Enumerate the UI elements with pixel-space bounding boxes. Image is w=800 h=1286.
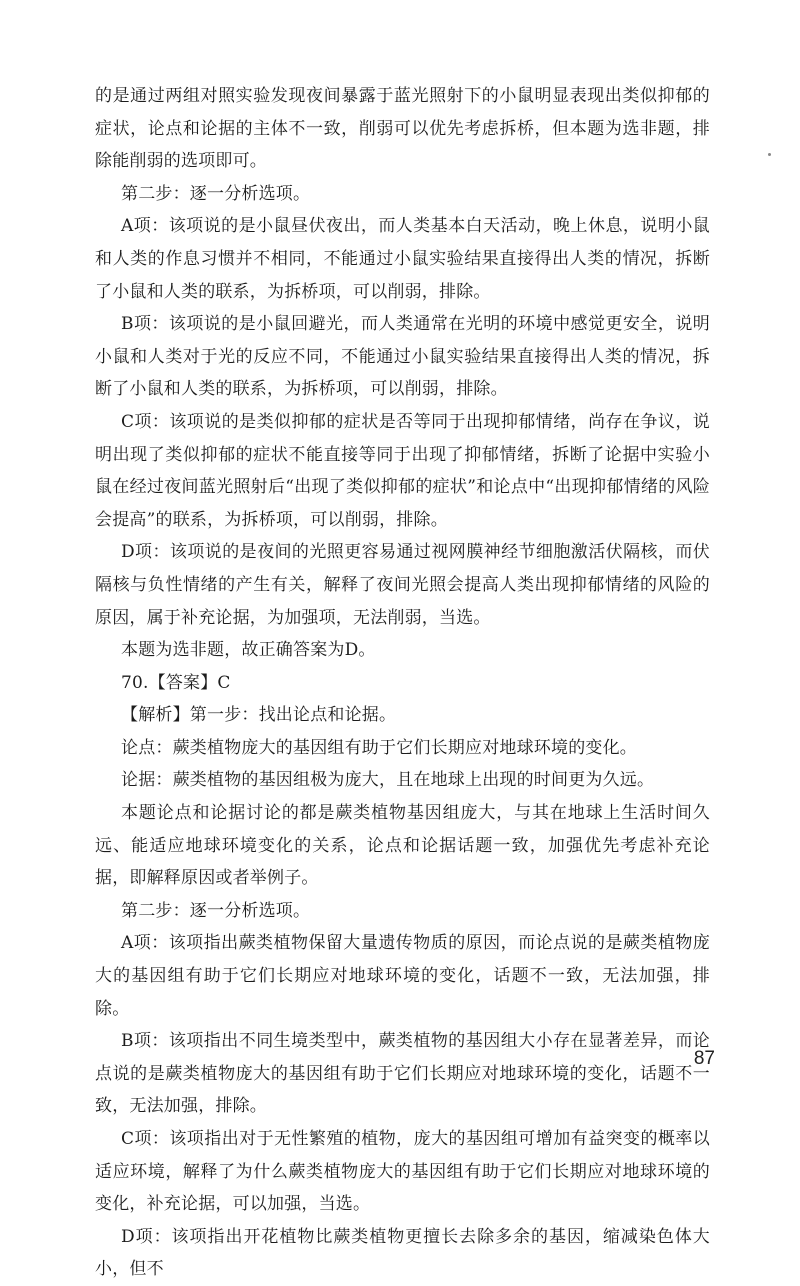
paragraph-q70-argument: 论点：蕨类植物庞大的基因组有助于它们长期应对地球环境的变化。 <box>121 737 637 758</box>
paragraph-intro-continued: 的是通过两组对照实验发现夜间暴露于蓝光照射下的小鼠明显表现出类似抑郁的症状，论点和论据的主体不一致，削弱可以优先考虑拆桥，但本题为选非题，排除能削弱的选项即可。 <box>95 86 710 172</box>
paragraph-q70-option-a: A项：该项指出蕨类植物保留大量遗传物质的原因，而论点说的是蕨类植物庞大的基因组有助于它们长期应对地球环境的变化，话题不一致，无法加强，排除。 <box>95 933 710 1019</box>
paragraph-q69-conclusion: 本题为选非题，故正确答案为D。 <box>121 640 376 661</box>
paragraph-q69-option-c: C项：该项说的是类似抑郁的症状是否等同于出现抑郁情绪，尚存在争议，说明出现了类似抑郁的症状不能直接等同于出现了抑郁情绪，拆断了论据中实验小鼠在经过夜间蓝光照射后“出现了类似抑郁的症状”和论点中“出现抑郁情绪的风险会提高”的联系，为拆桥项，可以削弱，排除。 <box>95 411 710 530</box>
paragraph-q69-option-a: A项：该项说的是小鼠昼伏夜出，而人类基本白天活动，晚上休息，说明小鼠和人类的作息习惯并不相同，不能通过小鼠实验结果直接得出人类的情况，拆断了小鼠和人类的联系，为拆桥项，可以削弱，排除。 <box>95 216 710 302</box>
paragraph-q70-option-b: B项：该项指出不同生境类型中，蕨类植物的基因组大小存在显著差异，而论点说的是蕨类植物庞大的基因组有助于它们长期应对地球环境的变化，话题不一致，无法加强，排除。 <box>95 1031 710 1117</box>
paragraph-q70-analysis-step1: 【解析】第一步：找出论点和论据。 <box>121 705 397 726</box>
paragraph-q70-answer: 70.【答案】C <box>121 672 231 693</box>
paragraph-q70-evidence: 论据：蕨类植物的基因组极为庞大，且在地球上出现的时间更为久远。 <box>121 770 655 791</box>
paragraph-step2-q69: 第二步：逐一分析选项。 <box>121 183 311 204</box>
paragraph-q70-option-c: C项：该项指出对于无性繁殖的植物，庞大的基因组可增加有益突变的概率以适应环境，解释了为什么蕨类植物庞大的基因组有助于它们长期应对地球环境的变化，补充论据，可以加强，当选。 <box>95 1129 710 1215</box>
paragraph-q69-option-b: B项：该项说的是小鼠回避光，而人类通常在光明的环境中感觉更安全，说明小鼠和人类对于光的反应不同，不能通过小鼠实验结果直接得出人类的情况，拆断了小鼠和人类的联系，为拆桥项，可以削弱，排除。 <box>95 314 710 400</box>
paragraph-q70-option-d: D项：该项指出开花植物比蕨类植物更擅长去除多余的基因，缩减染色体大小，但不 <box>95 1226 710 1280</box>
margin-mark <box>768 153 771 156</box>
paragraph-q69-option-d: D项：该项说的是夜间的光照更容易通过视网膜神经节细胞激活伏隔核，而伏隔核与负性情绪的产生有关，解释了夜间光照会提高人类出现抑郁情绪的风险的原因，属于补充论据，为加强项，无法削弱，当选。 <box>95 542 710 628</box>
paragraph-step2-q70: 第二步：逐一分析选项。 <box>121 900 311 921</box>
page-number: 87 <box>693 1048 715 1069</box>
page-body <box>95 80 710 1286</box>
paragraph-q70-discussion: 本题论点和论据讨论的都是蕨类植物基因组庞大，与其在地球上生活时间久远、能适应地球环境变化的关系，论点和论据话题一致，加强优先考虑补充论据，即解释原因或者举例子。 <box>95 803 710 889</box>
